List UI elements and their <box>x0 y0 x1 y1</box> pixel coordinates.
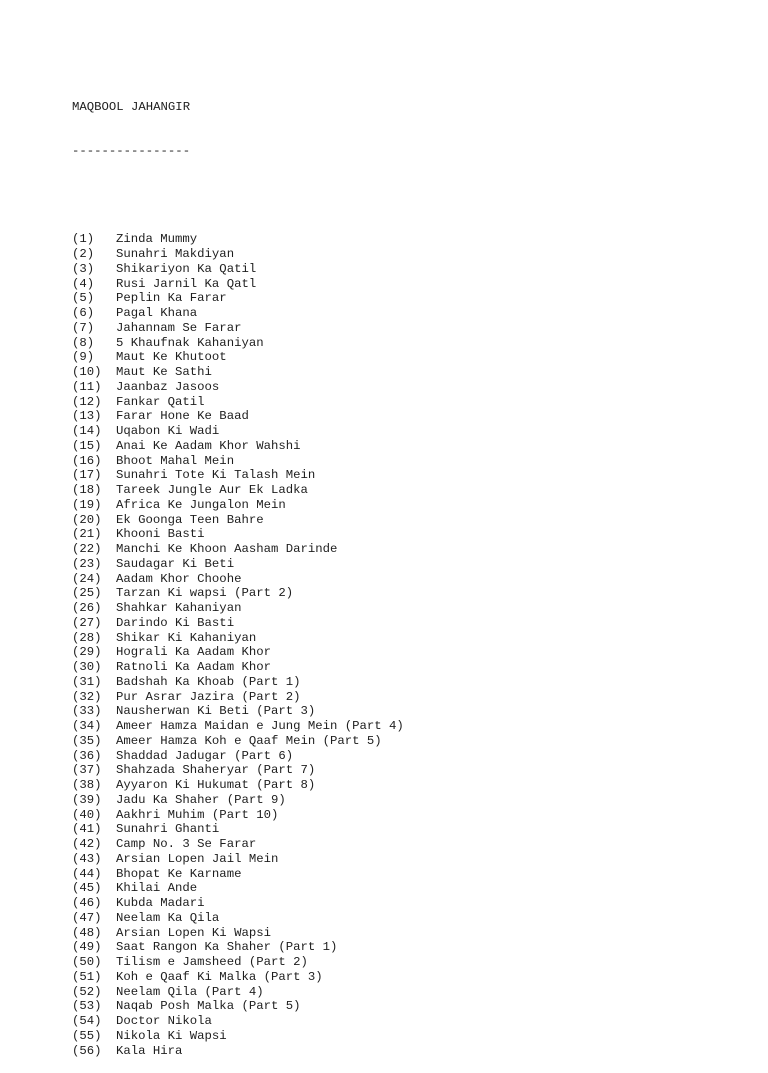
book-list <box>72 232 404 1058</box>
list-item <box>72 837 404 852</box>
list-item <box>72 852 404 867</box>
list-item <box>72 970 404 985</box>
item-number: (28) <box>72 630 102 645</box>
list-item <box>72 483 404 498</box>
item-title: Maut Ke Sathi <box>116 365 212 379</box>
item-title: Nausherwan Ki Beti (Part 3) <box>116 704 316 719</box>
item-number: (18) <box>72 483 102 497</box>
item-number: (11) <box>72 379 102 394</box>
item-title: Shahzada Shaheryar (Part 7) <box>116 763 316 778</box>
item-number: (3) <box>72 261 95 276</box>
item-title: Arsian Lopen Ki Wapsi <box>116 925 271 940</box>
list-item <box>72 365 404 380</box>
item-title: Shikariyon Ka Qatil <box>116 261 257 276</box>
list-item <box>72 999 404 1014</box>
list-item <box>72 336 404 351</box>
item-number: (36) <box>72 748 102 763</box>
list-item <box>72 881 404 896</box>
item-title: Kubda Madari <box>116 896 205 910</box>
item-number: (4) <box>72 276 95 291</box>
item-number: (5) <box>72 291 95 306</box>
list-item <box>72 527 404 542</box>
item-number: (9) <box>72 350 95 365</box>
item-number: (46) <box>72 896 102 910</box>
item-number: (55) <box>72 1028 102 1043</box>
list-item <box>72 763 404 778</box>
item-title: Shikar Ki Kahaniyan <box>116 630 257 645</box>
item-number: (42) <box>72 837 102 851</box>
item-number: (16) <box>72 453 102 468</box>
list-item <box>72 247 404 262</box>
item-number: (25) <box>72 586 102 601</box>
item-number: (10) <box>72 365 102 379</box>
list-item <box>72 1044 404 1059</box>
item-title: Peplin Ka Farar <box>116 291 227 306</box>
list-item <box>72 631 404 646</box>
blank-line <box>72 188 404 203</box>
item-number: (51) <box>72 969 102 984</box>
list-item <box>72 557 404 572</box>
list-item <box>72 704 404 719</box>
item-title: Jadu Ka Shaher (Part 9) <box>116 792 286 807</box>
list-item <box>72 778 404 793</box>
item-title: Aadam Khor Choohe <box>116 571 242 586</box>
item-title: Koh e Qaaf Ki Malka (Part 3) <box>116 969 323 984</box>
list-item <box>72 291 404 306</box>
item-number: (7) <box>72 320 95 335</box>
list-item <box>72 542 404 557</box>
item-number: (41) <box>72 822 102 837</box>
list-item <box>72 660 404 675</box>
item-number: (2) <box>72 247 95 261</box>
item-title: Anai Ke Aadam Khor Wahshi <box>116 438 301 453</box>
item-number: (47) <box>72 910 102 925</box>
item-number: (13) <box>72 409 102 424</box>
item-number: (14) <box>72 424 102 438</box>
item-title: Shaddad Jadugar (Part 6) <box>116 748 294 763</box>
item-number: (17) <box>72 468 102 483</box>
item-title: Manchi Ke Khoon Aasham Darinde <box>116 542 338 556</box>
item-number: (27) <box>72 615 102 630</box>
item-title: Uqabon Ki Wadi <box>116 424 220 438</box>
list-item <box>72 232 404 247</box>
list-item <box>72 1029 404 1044</box>
item-title: Aakhri Muhim (Part 10) <box>116 807 279 822</box>
list-item <box>72 306 404 321</box>
item-title: Farar Hone Ke Baad <box>116 409 249 424</box>
document-heading: MAQBOOL JAHANGIR <box>72 99 191 114</box>
item-number: (8) <box>72 335 95 350</box>
item-number: (44) <box>72 866 102 881</box>
item-number: (33) <box>72 704 102 719</box>
item-title: Khilai Ande <box>116 881 198 896</box>
item-number: (52) <box>72 984 102 999</box>
item-title: Doctor Nikola <box>116 1014 212 1028</box>
item-title: Kala Hira <box>116 1043 183 1058</box>
item-number: (35) <box>72 733 102 748</box>
item-title: Neelam Ka Qila <box>116 910 220 925</box>
item-number: (1) <box>72 232 95 247</box>
item-title: Fankar Qatil <box>116 394 205 409</box>
list-item <box>72 926 404 941</box>
list-item <box>72 380 404 395</box>
item-number: (53) <box>72 999 102 1014</box>
item-title: Saat Rangon Ka Shaher (Part 1) <box>116 940 338 955</box>
item-title: Bhoot Mahal Mein <box>116 453 235 468</box>
list-item <box>72 262 404 277</box>
list-item <box>72 350 404 365</box>
list-item <box>72 468 404 483</box>
list-item <box>72 616 404 631</box>
item-number: (15) <box>72 438 102 453</box>
item-title: Ameer Hamza Koh e Qaaf Mein (Part 5) <box>116 733 382 748</box>
item-title: Darindo Ki Basti <box>116 615 235 630</box>
item-title: Tareek Jungle Aur Ek Ladka <box>116 483 308 497</box>
item-number: (37) <box>72 763 102 778</box>
list-item <box>72 896 404 911</box>
list-item <box>72 277 404 292</box>
item-number: (48) <box>72 925 102 940</box>
item-number: (6) <box>72 306 95 320</box>
item-number: (26) <box>72 601 102 615</box>
list-item <box>72 395 404 410</box>
item-title: Arsian Lopen Jail Mein <box>116 851 279 866</box>
list-item <box>72 749 404 764</box>
item-title: Ayyaron Ki Hukumat (Part 8) <box>116 778 316 792</box>
item-number: (12) <box>72 394 102 409</box>
item-number: (20) <box>72 512 102 527</box>
list-item <box>72 645 404 660</box>
item-title: Ek Goonga Teen Bahre <box>116 512 264 527</box>
item-title: Bhopat Ke Karname <box>116 866 242 881</box>
item-title: Neelam Qila (Part 4) <box>116 984 264 999</box>
item-number: (49) <box>72 940 102 955</box>
list-item <box>72 321 404 336</box>
list-item <box>72 940 404 955</box>
item-title: 5 Khaufnak Kahaniyan <box>116 335 264 350</box>
list-item <box>72 601 404 616</box>
item-number: (39) <box>72 792 102 807</box>
list-item <box>72 867 404 882</box>
list-item <box>72 793 404 808</box>
list-item <box>72 719 404 734</box>
item-title: Jaanbaz Jasoos <box>116 379 220 394</box>
list-item <box>72 454 404 469</box>
item-number: (23) <box>72 556 102 571</box>
list-item <box>72 734 404 749</box>
item-title: Tilism e Jamsheed (Part 2) <box>116 955 308 969</box>
item-number: (21) <box>72 527 102 542</box>
item-number: (50) <box>72 955 102 969</box>
item-title: Ratnoli Ka Aadam Khor <box>116 660 271 674</box>
item-number: (32) <box>72 689 102 704</box>
item-title: Khooni Basti <box>116 527 205 542</box>
item-title: Hograli Ka Aadam Khor <box>116 645 271 660</box>
item-title: Zinda Mummy <box>116 232 198 247</box>
item-title: Maut Ke Khutoot <box>116 350 227 365</box>
list-item <box>72 1014 404 1029</box>
item-number: (38) <box>72 778 102 792</box>
item-number: (34) <box>72 719 102 733</box>
item-number: (29) <box>72 645 102 660</box>
item-title: Pagal Khana <box>116 306 198 320</box>
list-item <box>72 586 404 601</box>
item-number: (30) <box>72 660 102 674</box>
document-body <box>72 70 404 1073</box>
item-number: (43) <box>72 851 102 866</box>
item-title: Ameer Hamza Maidan e Jung Mein (Part 4) <box>116 719 404 733</box>
item-number: (56) <box>72 1043 102 1058</box>
heading-underline: ---------------- <box>72 143 191 158</box>
list-item <box>72 690 404 705</box>
list-item <box>72 808 404 823</box>
list-item <box>72 675 404 690</box>
item-number: (24) <box>72 571 102 586</box>
item-number: (19) <box>72 497 102 512</box>
item-title: Jahannam Se Farar <box>116 320 242 335</box>
list-item <box>72 911 404 926</box>
list-item <box>72 439 404 454</box>
list-item <box>72 822 404 837</box>
item-title: Sunahri Tote Ki Talash Mein <box>116 468 316 483</box>
item-title: Nikola Ki Wapsi <box>116 1028 227 1043</box>
item-title: Pur Asrar Jazira (Part 2) <box>116 689 301 704</box>
item-number: (54) <box>72 1014 102 1028</box>
item-number: (31) <box>72 674 102 689</box>
item-title: Rusi Jarnil Ka Qatl <box>116 276 257 291</box>
item-title: Sunahri Makdiyan <box>116 247 235 261</box>
item-title: Africa Ke Jungalon Mein <box>116 497 286 512</box>
list-item <box>72 409 404 424</box>
item-title: Badshah Ka Khoab (Part 1) <box>116 674 301 689</box>
item-number: (45) <box>72 881 102 896</box>
list-item <box>72 498 404 513</box>
list-item <box>72 572 404 587</box>
item-title: Saudagar Ki Beti <box>116 556 235 571</box>
item-title: Camp No. 3 Se Farar <box>116 837 257 851</box>
list-item <box>72 955 404 970</box>
item-title: Tarzan Ki wapsi (Part 2) <box>116 586 294 601</box>
list-item <box>72 424 404 439</box>
list-item <box>72 513 404 528</box>
item-title: Naqab Posh Malka (Part 5) <box>116 999 301 1014</box>
item-title: Sunahri Ghanti <box>116 822 220 837</box>
list-item <box>72 985 404 1000</box>
item-number: (40) <box>72 807 102 822</box>
item-number: (22) <box>72 542 102 556</box>
item-title: Shahkar Kahaniyan <box>116 601 242 615</box>
